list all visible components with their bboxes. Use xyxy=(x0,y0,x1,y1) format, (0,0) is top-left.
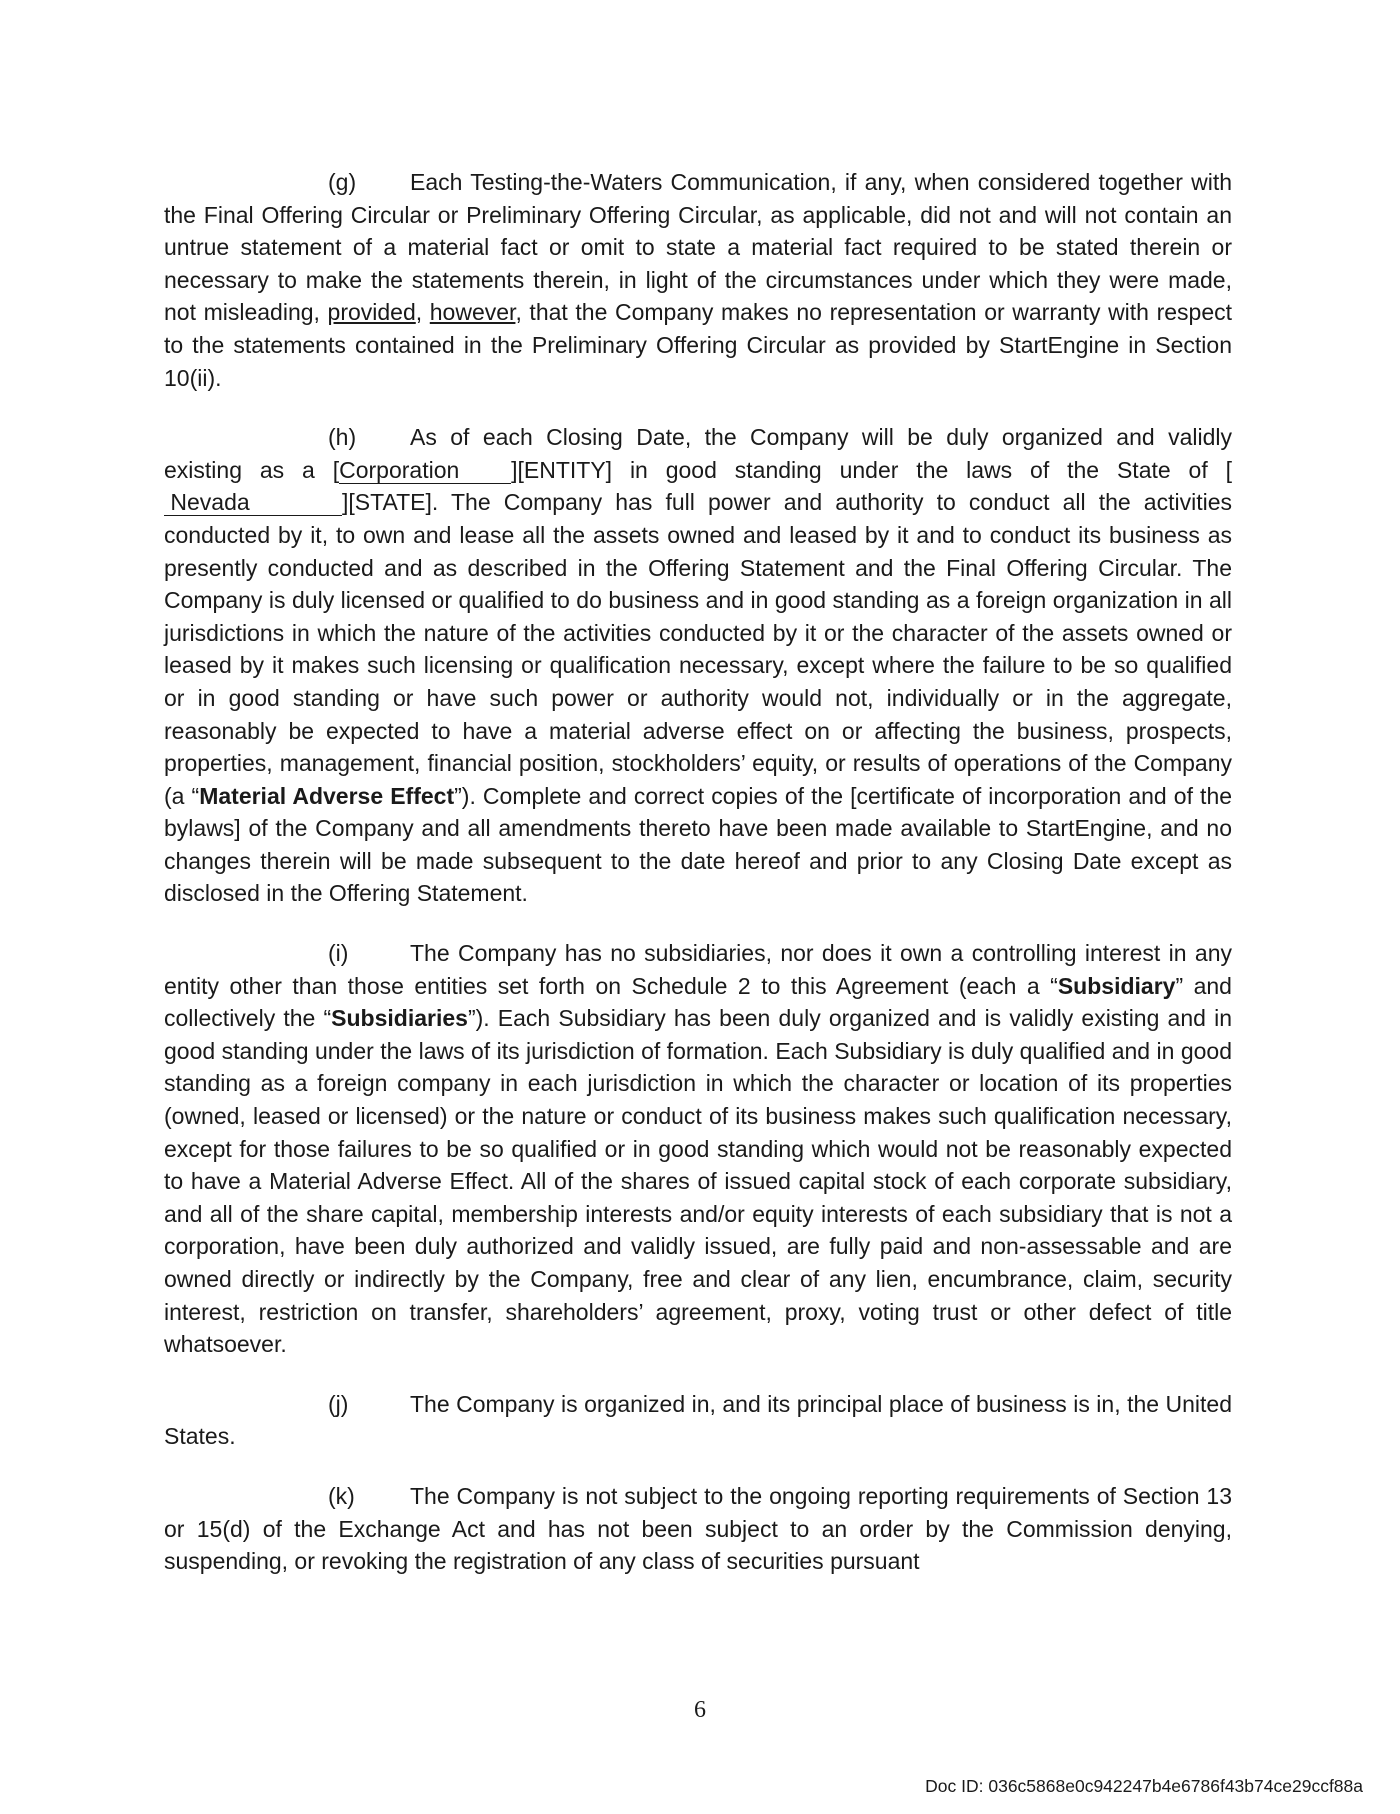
document-body xyxy=(164,166,1232,1605)
paragraph-marker: (h) xyxy=(328,424,357,451)
paragraph-text: ”). Each Subsidiary has been duly organized and is validly existing and in good standing under the laws of its jurisdiction of formation. Each Subsidiary is duly qualified and in good standing as a foreign company in each jurisdiction in which the character or location of its properties (owned, leased or licensed) or the nature or conduct of its business makes such qualification necessary, except for those failures to be so qualified or in good standing which would not be reasonably expected to have a Material Adverse Effect. All of the shares of issued capital stock of each corporate subsidiary, and all of the share capital, membership interests and/or equity interests of each subsidiary that is not a corporation, have been duly authorized and validly issued, are fully paid and non-assessable and are owned directly or indirectly by the Company, free and clear of any lien, encumbrance, claim, security interest, restriction on transfer, shareholders’ agreement, proxy, voting trust or other defect of title whatsoever. xyxy=(164,1005,1232,1358)
defined-term: Subsidiary xyxy=(1057,972,1176,999)
state-fill-in-field: Nevada xyxy=(164,489,342,516)
paragraph-text: The Company has no subsidiaries, nor does it own a controlling interest in any entity other than those entities set forth on Schedule 2 to this Agreement (each a “ xyxy=(164,940,1232,999)
paragraph-text: , xyxy=(415,299,430,326)
paragraph-text: Each Testing-the-Waters Communication, if any, when considered together with the Final Offering Circular or Preliminary Offering Circular, as applicable, did not and will not contain an untrue statement of a material fact or omit to state a material fact required to be stated therein or necessary to make the statements therein, in light of the circumstances under which they were made, not misleading, xyxy=(164,169,1232,326)
defined-term: Material Adverse Effect xyxy=(199,782,455,809)
paragraph-marker: (g) xyxy=(328,169,357,195)
paragraph-marker: (i) xyxy=(328,940,349,967)
defined-term: Subsidiaries xyxy=(331,1005,468,1032)
paragraph-marker: (j) xyxy=(328,1390,349,1417)
paragraph-text: ” and collectively the “ xyxy=(164,972,1232,1032)
paragraph-g xyxy=(164,166,1232,394)
paragraph-marker: (k) xyxy=(328,1482,355,1509)
underlined-term: however xyxy=(429,299,516,326)
paragraph-h xyxy=(164,421,1232,910)
paragraph-text: ][STATE]. The Company has full power and authority to conduct all the activities conducted by it, to own and lease all the assets owned and leased by it and to conduct its business as presently conducted and as described in the Offering Statement and the Final Offering Circular. The Company is duly licensed or qualified to do business and in good standing as a foreign organization in all jurisdictions in which the nature of the activities conducted by it or the character of the assets owned or leased by it makes such licensing or qualification necessary, except where the failure to be so qualified or in good standing or have such power or authority would not, individually or in the aggregate, reasonably be expected to have a material adverse effect on or affecting the business, prospects, properties, management, financial position, stockholders’ equity, or results of operations of the Company (a “ xyxy=(164,489,1232,809)
paragraph-i xyxy=(164,937,1232,1361)
paragraph-k xyxy=(164,1480,1232,1578)
paragraph-text: , that the Company makes no representation or warranty with respect to the statements contained in the Preliminary Offering Circular as provided by StartEngine in Section 10(ii). xyxy=(164,299,1232,391)
entity-fill-in-field: Corporation xyxy=(339,457,511,484)
paragraph-text: As of each Closing Date, the Company will be duly organized and validly existing as a [ xyxy=(164,424,1232,483)
paragraph-text: The Company is not subject to the ongoing reporting requirements of Section 13 or 15(d) of the Exchange Act and has not been subject to an order by the Commission denying, suspending, or revoking the registration of any class of securities pursuant xyxy=(164,1482,1232,1575)
underlined-term: provided xyxy=(327,299,416,326)
page-number: 6 xyxy=(694,1697,706,1723)
paragraph-j xyxy=(164,1388,1232,1453)
doc-id: Doc ID: 036c5868e0c942247b4e6786f43b74ce29ccf88a xyxy=(925,1776,1363,1796)
paragraph-text: ][ENTITY] in good standing under the laws of the State of [ xyxy=(511,456,1232,483)
paragraph-text: The Company is organized in, and its principal place of business is in, the United States. xyxy=(164,1390,1232,1450)
paragraph-text: ”). Complete and correct copies of the [certificate of incorporation and of the bylaws] of the Company and all amendments thereto have been made available to StartEngine, and no changes therein will be made subsequent to the date hereof and prior to any Closing Date except as disclosed in the Offering Statement. xyxy=(164,782,1233,907)
